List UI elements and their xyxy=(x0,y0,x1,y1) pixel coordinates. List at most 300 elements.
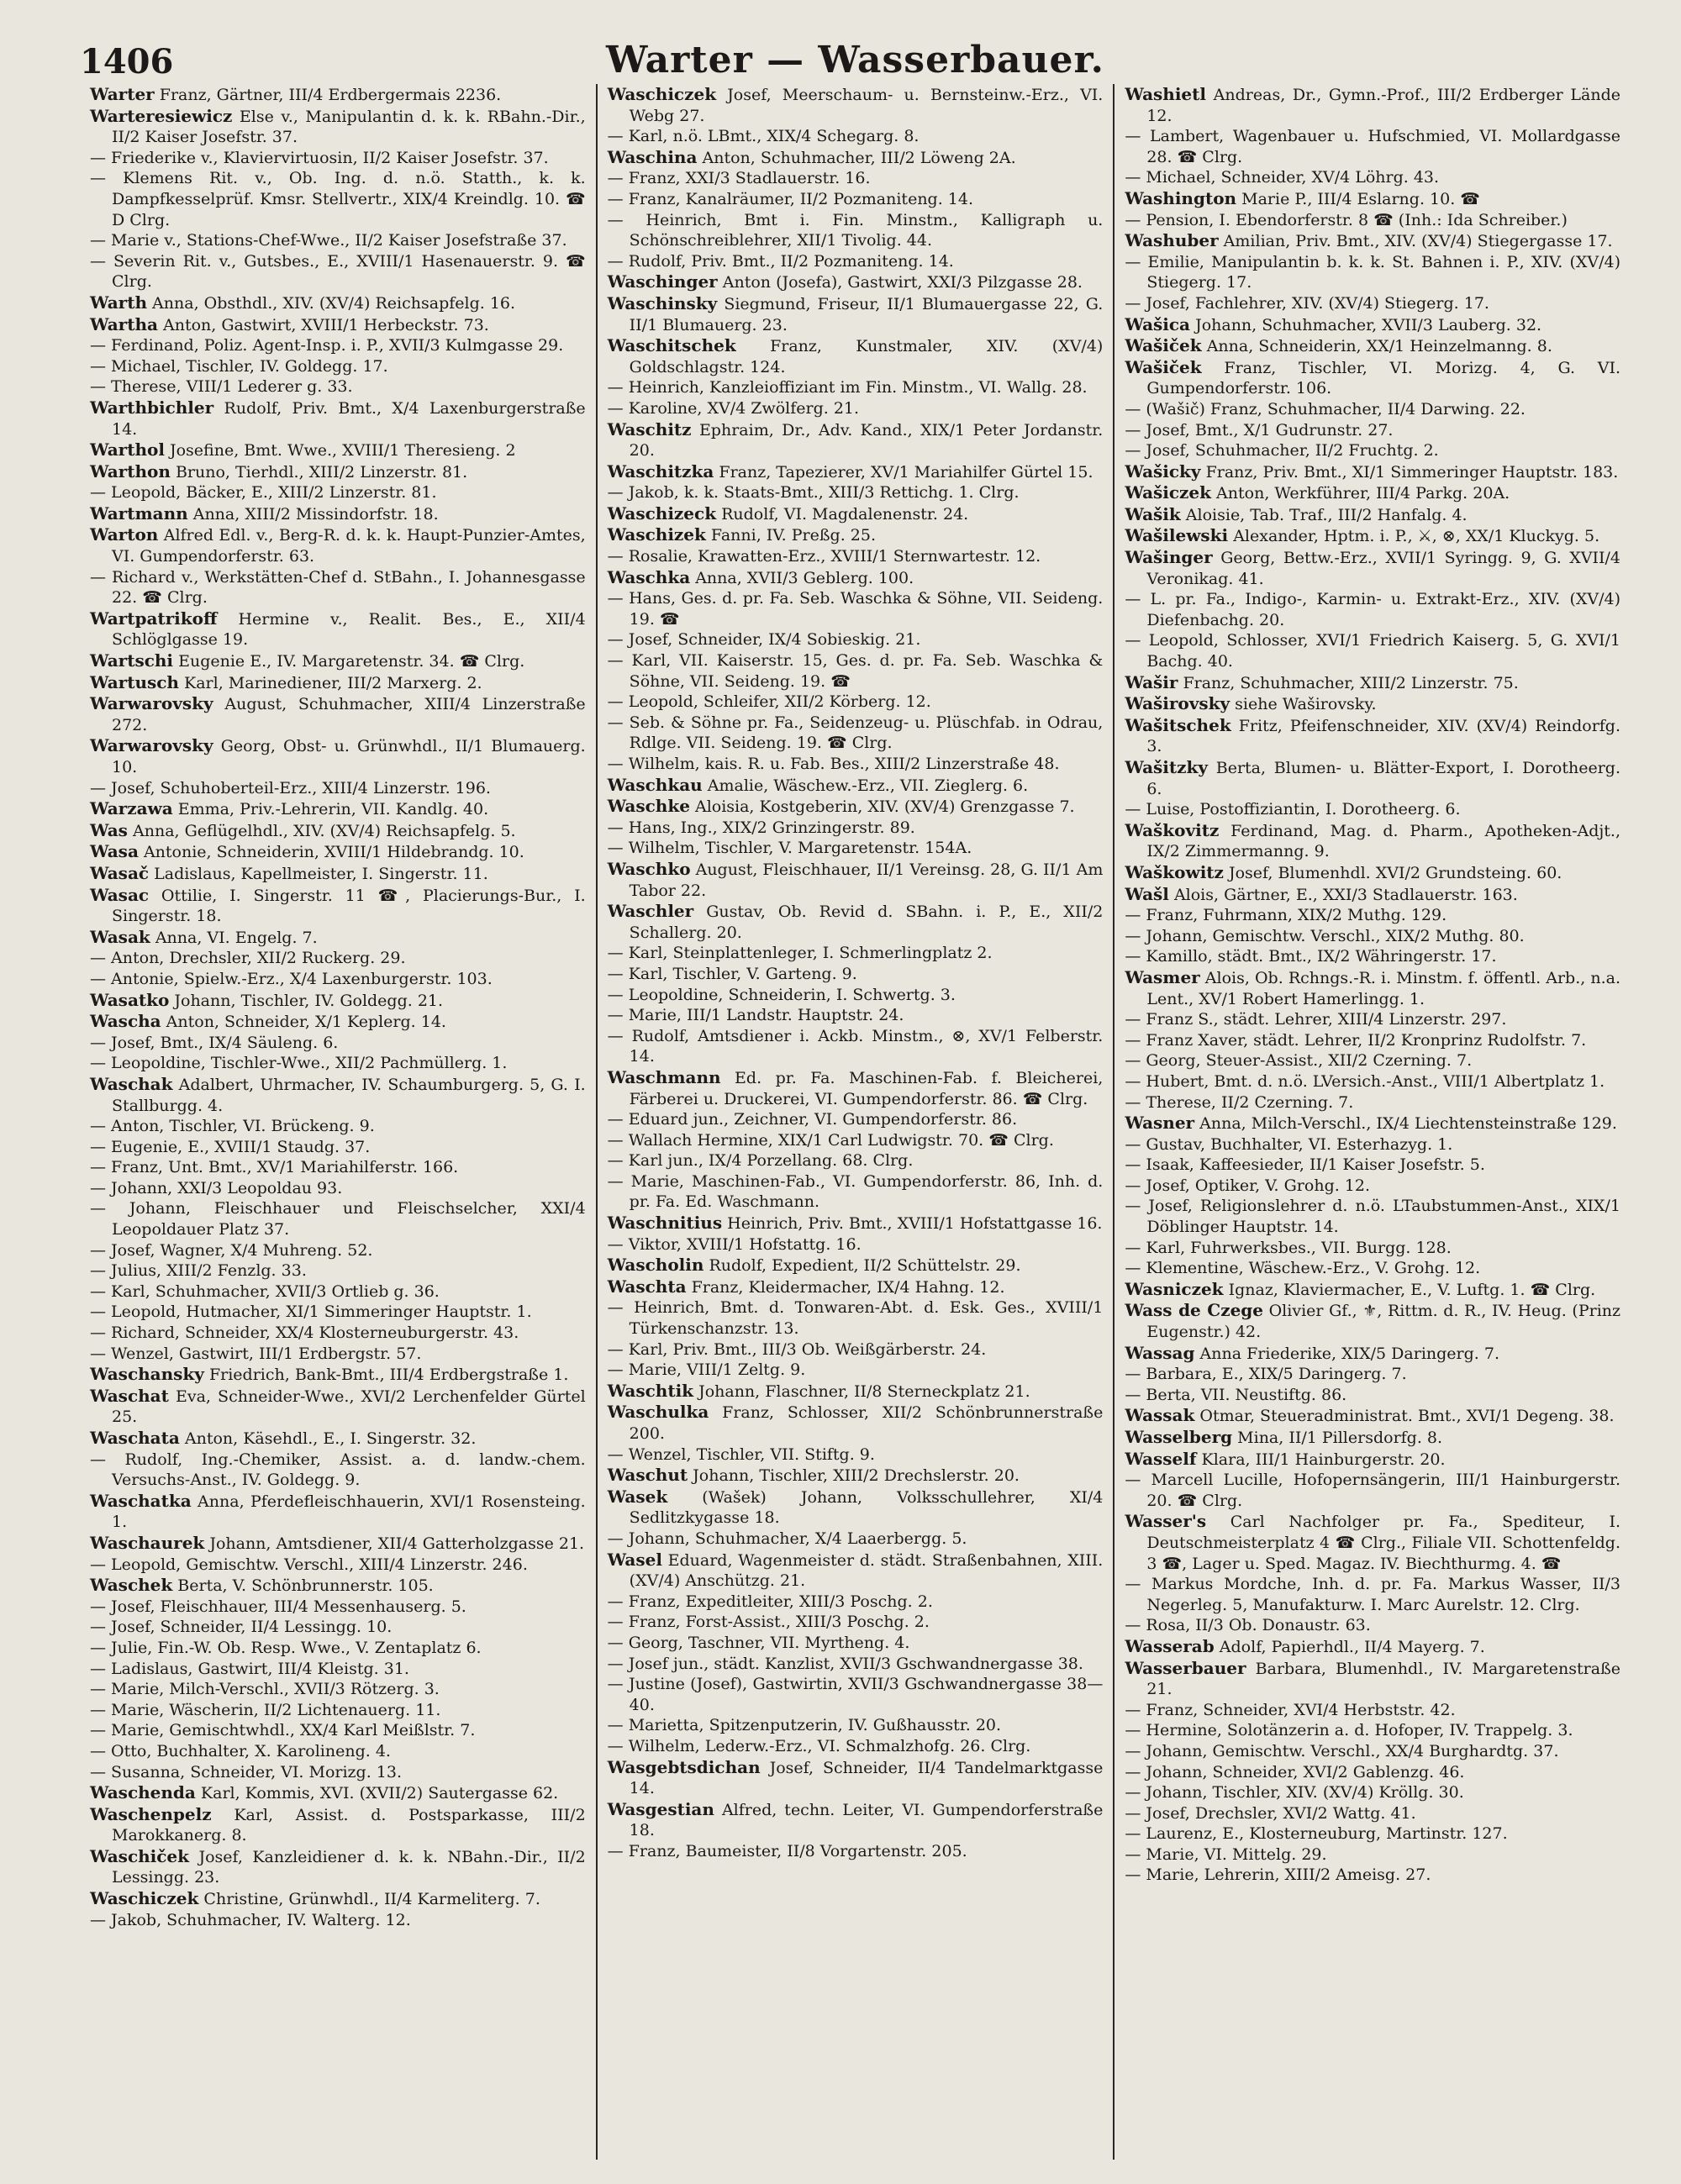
directory-entry xyxy=(608,1026,1104,1067)
entry-details: Anna, Schneiderin, XX/1 Heinzelmanng. 8. xyxy=(1206,337,1552,356)
directory-entry xyxy=(608,1633,1104,1654)
entry-details: — Ladislaus, Gastwirt, III/4 Kleistg. 31. xyxy=(90,1659,409,1678)
directory-entry xyxy=(90,1762,586,1783)
directory-entry xyxy=(90,820,586,842)
directory-entry xyxy=(1125,693,1620,715)
directory-entry xyxy=(90,885,586,927)
entry-details: Amilian, Priv. Bmt., XIV. (XV/4) Stiegergasse 17. xyxy=(1223,232,1613,251)
entry-surname: Waschtik xyxy=(607,1380,694,1401)
directory-entry xyxy=(1125,1700,1620,1721)
directory-entry xyxy=(608,1297,1104,1339)
entry-details: — Severin Rit. v., Gutsbes., E., XVIII/1 Hasenauerstr. 9. ☎ Clrg. xyxy=(90,251,586,292)
directory-entry xyxy=(1125,1470,1620,1511)
entry-details: — Franz, Schneider, XVI/4 Herbststr. 42. xyxy=(1125,1700,1456,1719)
directory-entry xyxy=(1125,589,1620,630)
directory-entry xyxy=(1125,672,1620,694)
directory-columns xyxy=(80,84,1631,2160)
directory-entry xyxy=(90,1323,586,1344)
entry-surname: Waschenpelz xyxy=(90,1803,212,1824)
directory-entry xyxy=(1125,1258,1620,1279)
directory-entry xyxy=(608,838,1104,859)
directory-entry xyxy=(608,189,1104,210)
entry-details: — Therese, VIII/1 Lederer g. 33. xyxy=(90,377,353,397)
directory-entry xyxy=(608,377,1104,398)
directory-entry xyxy=(1125,1134,1620,1155)
entry-surname: Waschka xyxy=(607,566,691,587)
directory-entry xyxy=(608,1255,1104,1276)
entry-details: — Leopold, Schlosser, XVI/1 Friedrich Kaiserg. 5, G. XVI/1 Bachg. 40. xyxy=(1125,631,1621,671)
entry-details: — Johann, XXI/3 Leopoldau 93. xyxy=(90,1178,343,1197)
entry-details: — Josef, Schuhmacher, II/2 Fruchtg. 2. xyxy=(1125,441,1439,460)
entry-surname: Warthon xyxy=(90,460,171,482)
entry-details: — Seb. & Söhne pr. Fa., Seidenzeug- u. Plüschfab. in Odrau, Rdlge. VII. Seideng. 19. ☎ Clrg. xyxy=(607,713,1104,753)
entry-details: — Rudolf, Amtsdiener i. Ackb. Minstm., ⊗, XV/1 Felberstr. 14. xyxy=(607,1026,1104,1066)
directory-entry xyxy=(90,397,586,439)
entry-surname: Washuber xyxy=(1125,230,1219,251)
entry-details: — Julie, Fin.-W. Ob. Resp. Wwe., V. Zentaplatz 6. xyxy=(90,1638,482,1657)
directory-entry xyxy=(1125,482,1620,504)
directory-entry xyxy=(1125,167,1620,188)
entry-details: Emma, Priv.-Lehrerin, VII. Kandlg. 40. xyxy=(177,800,489,819)
entry-details: Otmar, Steueradministrat. Bmt., XVI/1 Degeng. 38. xyxy=(1199,1407,1615,1426)
entry-surname: Waschatka xyxy=(90,1490,192,1511)
entry-details: Anna Friederike, XIX/5 Daringerg. 7. xyxy=(1199,1344,1500,1363)
entry-details: — Rosalie, Krawatten-Erz., XVIII/1 Sternwartestr. 12. xyxy=(607,547,1041,566)
entry-details: Mina, II/1 Pillersdorfg. 8. xyxy=(1237,1429,1443,1447)
entry-surname: Wašir xyxy=(1125,671,1178,692)
entry-details: — Johann, Gemischtw. Verschl., XIX/2 Muthg. 80. xyxy=(1125,926,1525,945)
entry-details: Karl, Kommis, XVI. (XVII/2) Sautergasse 62. xyxy=(200,1784,559,1803)
directory-entry xyxy=(608,524,1104,546)
entry-details: Friedrich, Bank-Bmt., III/4 Erdbergstraße 1. xyxy=(208,1366,569,1385)
entry-surname: Waschenda xyxy=(90,1782,196,1803)
directory-entry xyxy=(1125,1574,1620,1615)
directory-entry xyxy=(608,1799,1104,1841)
directory-entry xyxy=(1125,1009,1620,1030)
entry-details: Fritz, Pfeifenschneider, XIV. (XV/4) Reindorfg. 3. xyxy=(1146,716,1621,756)
directory-entry xyxy=(90,1428,586,1450)
directory-entry xyxy=(90,1575,586,1597)
directory-entry xyxy=(1125,905,1620,926)
entry-details: — Anton, Drechsler, XII/2 Ruckerg. 29. xyxy=(90,949,406,968)
directory-entry xyxy=(1125,946,1620,967)
entry-surname: Waschek xyxy=(90,1575,173,1596)
entry-details: — Josef, Bmt., IX/4 Säuleng. 6. xyxy=(90,1033,339,1052)
directory-entry xyxy=(90,1302,586,1323)
entry-details: — Hermine, Solotänzerin a. d. Hofoper, IV. Trappelg. 3. xyxy=(1125,1721,1573,1740)
entry-surname: Warwarovsky xyxy=(90,735,213,756)
directory-entry xyxy=(1125,1782,1620,1803)
directory-entry xyxy=(1125,1720,1620,1741)
directory-entry xyxy=(608,1150,1104,1171)
entry-details: Aloisie, Tab. Traf., III/2 Hanfalg. 4. xyxy=(1185,505,1468,524)
entry-details: Josef, Schneider, II/4 Tandelmarktgasse 14. xyxy=(629,1758,1104,1798)
directory-entry xyxy=(608,1213,1104,1234)
entry-surname: Wassak xyxy=(1125,1405,1195,1426)
entry-details: Ladislaus, Kapellmeister, I. Singerstr. 11. xyxy=(154,864,488,883)
entry-details: — Klementine, Wäschew.-Erz., V. Grohg. 12. xyxy=(1125,1259,1481,1278)
entry-details: — Franz, Fuhrmann, XIX/2 Muthg. 129. xyxy=(1125,906,1447,925)
entry-details: — Richard, Schneider, XX/4 Klosterneuburgerstr. 43. xyxy=(90,1324,519,1343)
entry-surname: Waschaurek xyxy=(90,1532,205,1553)
entry-details: — Julius, XIII/2 Fenzlg. 33. xyxy=(90,1261,307,1281)
entry-details: — Heinrich, Bmt i. Fin. Minstm., Kalligraph u. Schönschreiblehrer, XII/1 Tivolig. 44. xyxy=(607,210,1104,250)
entry-surname: Waschat xyxy=(90,1385,169,1406)
entry-details: Johann, Tischler, XIII/2 Drechslerstr. 20. xyxy=(693,1466,1020,1486)
directory-entry xyxy=(1125,1824,1620,1845)
directory-entry xyxy=(1125,820,1620,862)
directory-entry xyxy=(608,84,1104,126)
entry-details: Eduard, Wagenmeister d. städt. Straßenbahnen, XIII. (XV/4) Anschützg. 21. xyxy=(629,1550,1104,1591)
directory-entry xyxy=(608,1360,1104,1381)
entry-surname: Washietl xyxy=(1125,84,1206,104)
directory-entry xyxy=(608,588,1104,629)
directory-entry xyxy=(1125,1762,1620,1783)
entry-details: — Hans, Ges. d. pr. Fa. Seb. Waschka & Söhne, VII. Seideng. 19. ☎ xyxy=(607,589,1104,629)
directory-entry xyxy=(90,650,586,672)
entry-details: — Franz, Expeditleiter, XIII/3 Poschg. 2. xyxy=(607,1592,933,1611)
entry-surname: Warton xyxy=(90,524,159,545)
entry-details: — Rudolf, Ing.-Chemiker, Assist. a. d. landw.-chem. Versuchs-Anst., IV. Goldegg. 9. xyxy=(90,1450,586,1490)
directory-entry xyxy=(90,1053,586,1074)
directory-entry xyxy=(90,1240,586,1261)
entry-details: — Klemens Rit. v., Ob. Ing. d. n.ö. Statth., k. k. Dampfkesselprüf. Kmsr. Stellvertr., XIX/4 Kreindlg. 10. ☎ D Clrg. xyxy=(90,169,586,229)
entry-details: — Rosa, II/3 Ob. Donaustr. 63. xyxy=(1125,1616,1371,1635)
entry-surname: Waschut xyxy=(607,1465,688,1486)
entry-surname: Wasself xyxy=(1125,1448,1197,1469)
entry-surname: Waschulka xyxy=(607,1402,709,1423)
entry-details: — Johann, Gemischtw. Verschl., XX/4 Burghardtg. 37. xyxy=(1125,1741,1559,1760)
entry-surname: Wartha xyxy=(90,313,158,334)
entry-details: Franz, Schlosser, XII/2 Schönbrunnerstraße 200. xyxy=(629,1403,1104,1443)
directory-entry xyxy=(1125,357,1620,399)
entry-surname: Waschkau xyxy=(607,774,703,795)
entry-surname: Waschinsky xyxy=(607,292,718,313)
directory-entry xyxy=(608,859,1104,901)
entry-surname: Waškowitz xyxy=(1125,861,1224,882)
entry-details: — Josef, Optiker, V. Grohg. 12. xyxy=(1125,1176,1371,1195)
entry-surname: Wašl xyxy=(1125,883,1169,904)
directory-entry xyxy=(608,943,1104,964)
entry-details: Franz, Schuhmacher, XIII/2 Linzerstr. 75. xyxy=(1183,673,1519,692)
directory-entry xyxy=(1125,1741,1620,1762)
directory-entry xyxy=(1125,1176,1620,1197)
directory-entry xyxy=(1125,440,1620,461)
entry-details: Rudolf, Priv. Bmt., X/4 Laxenburgerstraße 14. xyxy=(112,398,586,439)
directory-entry xyxy=(90,439,586,461)
directory-entry xyxy=(1125,1636,1620,1658)
entry-details: — Viktor, XVIII/1 Hofstattg. 16. xyxy=(607,1234,862,1254)
entry-details: — Marie, Gemischtwhdl., XX/4 Karl Meißlstr. 7. xyxy=(90,1721,476,1740)
directory-entry xyxy=(1125,1405,1620,1427)
entry-details: — Karl, Steinplattenleger, I. Schmerlingplatz 2. xyxy=(607,944,993,963)
directory-entry xyxy=(1125,630,1620,671)
entry-details: — Karl, Tischler, V. Garteng. 9. xyxy=(607,964,857,983)
directory-entry xyxy=(608,1445,1104,1466)
directory-entry xyxy=(90,1011,586,1033)
entry-details: Marie P., III/4 Eslarng. 10. ☎ xyxy=(1241,189,1480,208)
entry-details: Anton, Schuhmacher, III/2 Löweng 2A. xyxy=(702,148,1016,167)
entry-details: Rudolf, Expedient, II/2 Schüttelstr. 29. xyxy=(709,1256,1021,1276)
entry-surname: Waškovitz xyxy=(1125,819,1220,840)
entry-details: Karl, Assist. d. Postsparkasse, III/2 Marokkanerg. 8. xyxy=(112,1805,586,1845)
page-title: Warter — Wasserbauer. xyxy=(606,39,1104,82)
directory-entry xyxy=(90,1617,586,1638)
entry-details: — Anton, Tischler, VI. Brückeng. 9. xyxy=(90,1117,375,1136)
entry-details: — Josef jun., städt. Kanzlist, XVII/3 Gschwandnergasse 38. xyxy=(607,1654,1083,1673)
entry-details: Aloisia, Kostgeberin, XIV. (XV/4) Grenzgasse 7. xyxy=(694,797,1075,817)
entry-details: — Marie, Maschinen-Fab., VI. Gumpendorferstr. 86, Inh. d. pr. Fa. Ed. Waschmann. xyxy=(607,1171,1104,1212)
directory-entry xyxy=(90,376,586,397)
directory-entry xyxy=(1125,757,1620,799)
entry-details: — Justine (Josef), Gastwirtin, XVII/3 Gschwandnergasse 38—40. xyxy=(607,1675,1104,1714)
entry-surname: Wasselberg xyxy=(1125,1427,1233,1447)
entry-details: — Franz S., städt. Lehrer, XIII/4 Linzerstr. 297. xyxy=(1125,1010,1507,1029)
entry-details: — Johann, Schuhmacher, X/4 Laaerbergg. 5. xyxy=(607,1529,967,1548)
directory-entry xyxy=(90,314,586,336)
directory-entry xyxy=(90,1137,586,1158)
entry-details: — Susanna, Schneider, VI. Morizg. 13. xyxy=(90,1762,403,1781)
entry-details: — Johann, Tischler, XIV. (XV/4) Kröllg. 30. xyxy=(1125,1783,1464,1802)
directory-entry xyxy=(1125,230,1620,252)
directory-entry xyxy=(608,567,1104,589)
directory-entry xyxy=(90,841,586,863)
entry-surname: Waschiczek xyxy=(607,84,717,104)
entry-details: — Karoline, XV/4 Zwölferg. 21. xyxy=(607,398,860,418)
column-middle xyxy=(596,84,1114,2160)
directory-entry xyxy=(1125,335,1620,357)
directory-entry xyxy=(90,1700,586,1721)
entry-details: — Michael, Schneider, XV/4 Löhrg. 43. xyxy=(1125,168,1440,187)
directory-entry xyxy=(608,546,1104,567)
directory-entry xyxy=(90,778,586,799)
directory-entry xyxy=(608,713,1104,754)
entry-details: Franz, Priv. Bmt., XI/1 Simmeringer Hauptstr. 183. xyxy=(1205,462,1619,482)
directory-entry xyxy=(608,419,1104,461)
entry-details: — Leopold, Bäcker, E., XIII/2 Linzerstr. 81. xyxy=(90,483,437,503)
directory-entry xyxy=(608,271,1104,293)
entry-surname: Waschke xyxy=(607,796,690,817)
entry-details: — Wallach Hermine, XIX/1 Carl Ludwigstr. 70. ☎ Clrg. xyxy=(607,1130,1054,1150)
entry-details: Alois, Ob. Rchngs.-R. i. Minstm. f. öffentl. Arb., n.a. Lent., XV/1 Robert Hamerlingg. 1. xyxy=(1146,968,1621,1008)
entry-details: Anton, Schneider, X/1 Keplerg. 14. xyxy=(166,1013,446,1032)
entry-details: Fanni, IV. Preßg. 25. xyxy=(710,526,877,545)
directory-entry xyxy=(608,1757,1104,1799)
directory-entry xyxy=(90,1741,586,1762)
entry-surname: Wasak xyxy=(90,926,150,947)
entry-surname: Waschitz xyxy=(607,418,692,439)
entry-details: — Josef, Drechsler, XVI/2 Wattg. 41. xyxy=(1125,1803,1416,1823)
directory-entry xyxy=(90,1116,586,1137)
directory-entry xyxy=(608,775,1104,797)
entry-details: — Antonie, Spielw.-Erz., X/4 Laxenburgerstr. 103. xyxy=(90,969,493,988)
directory-entry xyxy=(90,461,586,483)
entry-details: Antonie, Schneiderin, XVIII/1 Hildebrandg. 10. xyxy=(143,843,524,862)
entry-surname: Wasel xyxy=(607,1549,662,1570)
entry-details: Bruno, Tierhdl., XIII/2 Linzerstr. 81. xyxy=(175,462,468,482)
entry-surname: Wartpatrikoff xyxy=(90,608,218,629)
directory-entry xyxy=(1125,420,1620,441)
directory-entry xyxy=(90,798,586,820)
entry-details: — Karl, Schuhmacher, XVII/3 Ortlieb g. 36. xyxy=(90,1281,440,1301)
entry-details: — Leopoldine, Tischler-Wwe., XII/2 Pachmüllerg. 1. xyxy=(90,1054,508,1073)
entry-details: Georg, Bettw.-Erz., XVII/1 Syringg. 9, G. XVII/4 Veronikag. 41. xyxy=(1146,549,1621,588)
entry-details: — Wenzel, Tischler, VII. Stiftg. 9. xyxy=(607,1445,875,1464)
directory-entry xyxy=(90,1846,586,1888)
entry-details: Barbara, Blumenhdl., IV. Margaretenstraße 21. xyxy=(1146,1659,1621,1699)
directory-entry xyxy=(90,1450,586,1491)
entry-details: — Marie, Lehrerin, XIII/2 Ameisg. 27. xyxy=(1125,1866,1431,1885)
entry-details: — Michael, Tischler, IV. Goldegg. 17. xyxy=(90,356,388,376)
entry-surname: Waschitzka xyxy=(607,460,714,482)
entry-surname: Wašiček xyxy=(1125,356,1202,377)
entry-surname: Waschler xyxy=(607,901,694,922)
entry-details: — Marie v., Stations-Chef-Wwe., II/2 Kaiser Josefstraße 37. xyxy=(90,231,567,250)
directory-entry xyxy=(608,1130,1104,1151)
entry-surname: Waschinger xyxy=(607,271,718,292)
directory-entry xyxy=(90,1033,586,1054)
directory-entry xyxy=(608,754,1104,775)
directory-entry xyxy=(90,1178,586,1199)
directory-entry xyxy=(608,901,1104,943)
directory-entry xyxy=(608,1402,1104,1444)
entry-details: Eugenie E., IV. Margaretenstr. 34. ☎ Clrg. xyxy=(178,652,525,671)
directory-entry xyxy=(1125,1300,1620,1342)
entry-surname: Wasgebtsdichan xyxy=(607,1756,761,1777)
entry-surname: Wasatko xyxy=(90,989,170,1010)
entry-details: Karl, Marinediener, III/2 Marxerg. 2. xyxy=(184,673,482,692)
entry-surname: Wasniczek xyxy=(1125,1278,1224,1299)
directory-entry xyxy=(608,796,1104,818)
directory-entry xyxy=(1125,252,1620,293)
entry-details: — Georg, Taschner, VII. Myrtheng. 4. xyxy=(607,1633,910,1652)
directory-entry xyxy=(1125,84,1620,126)
entry-details: Anna, VI. Engelg. 7. xyxy=(155,928,318,947)
directory-entry xyxy=(90,168,586,230)
entry-details: Ignaz, Klaviermacher, E., V. Luftg. 1. ☎ Clrg. xyxy=(1228,1280,1596,1299)
entry-surname: Wašiček xyxy=(1125,335,1202,356)
entry-details: Eva, Schneider-Wwe., XVI/2 Lerchenfelder Gürtel 25. xyxy=(112,1387,586,1427)
directory-entry xyxy=(90,148,586,169)
entry-details: Anna, XVII/3 Geblerg. 100. xyxy=(695,568,914,587)
directory-entry xyxy=(90,1679,586,1700)
directory-entry xyxy=(1125,188,1620,210)
entry-surname: Washington xyxy=(1125,187,1237,208)
page-header xyxy=(80,35,1631,86)
directory-entry xyxy=(608,629,1104,650)
directory-entry xyxy=(1125,926,1620,947)
directory-entry xyxy=(608,293,1104,335)
entry-details: — Hubert, Bmt. d. n.ö. LVersich.-Anst., VIII/1 Albertplatz 1. xyxy=(1125,1071,1605,1091)
entry-details: — Johann, Schneider, XVI/2 Gablenzg. 46. xyxy=(1125,1762,1465,1781)
directory-entry xyxy=(608,210,1104,251)
directory-entry xyxy=(90,1782,586,1804)
directory-entry xyxy=(1125,293,1620,314)
directory-entry xyxy=(90,969,586,990)
entry-details: — Marie, VIII/1 Zeltg. 9. xyxy=(607,1360,806,1380)
directory-entry xyxy=(608,964,1104,985)
directory-entry xyxy=(608,147,1104,169)
directory-entry xyxy=(90,948,586,969)
directory-entry xyxy=(608,650,1104,692)
entry-details: Anna, Pferdefleischhauerin, XVI/1 Rosensteing. 1. xyxy=(112,1492,586,1532)
entry-details: — Kamillo, städt. Bmt., IX/2 Währingerstr. 17. xyxy=(1125,947,1497,966)
entry-details: — Josef, Schneider, II/4 Lessingg. 10. xyxy=(90,1618,393,1637)
entry-details: Rudolf, VI. Magdalenenstr. 24. xyxy=(721,504,969,524)
entry-details: — L. pr. Fa., Indigo-, Karmin- u. Extrakt-Erz., XIV. (XV/4) Diefenbachg. 20. xyxy=(1125,590,1621,629)
entry-details: Anna, Obsthdl., XIV. (XV/4) Reichsapfelg. 16. xyxy=(152,293,516,313)
directory-entry xyxy=(90,356,586,377)
directory-entry xyxy=(90,990,586,1012)
entry-details: — Marie, Wäscherin, II/2 Lichtenauerg. 11. xyxy=(90,1700,441,1719)
entry-details: — Friederike v., Klaviervirtuosin, II/2 Kaiser Josefstr. 37. xyxy=(90,148,549,167)
entry-surname: Warthbichler xyxy=(90,397,214,418)
entry-details: — Markus Mordche, Inh. d. pr. Fa. Markus Wasser, II/3 Negerleg. 5, Manufakturw. I. Marc Aurelstr. 12. Clrg. xyxy=(1125,1575,1621,1614)
entry-details: — Hans, Ing., XIX/2 Grinzingerstr. 89. xyxy=(607,818,915,837)
entry-details: Anna, XIII/2 Missindorfstr. 18. xyxy=(192,504,439,524)
entry-surname: Wasserab xyxy=(1125,1635,1215,1656)
entry-details: Andreas, Dr., Gymn.-Prof., III/2 Erdberger Lände 12. xyxy=(1146,86,1621,125)
directory-entry xyxy=(90,1910,586,1931)
directory-entry xyxy=(1125,1865,1620,1886)
entry-details: Anna, Milch-Verschl., IX/4 Liechtensteinstraße 129. xyxy=(1199,1114,1617,1134)
directory-entry xyxy=(90,1491,586,1533)
entry-surname: Waschansky xyxy=(90,1364,204,1385)
entry-details: Franz, Tischler, VI. Morizg. 4, G. VI. Gumpendorferstr. 106. xyxy=(1146,358,1621,398)
entry-details: siehe Waširovsky. xyxy=(1235,695,1377,714)
directory-entry xyxy=(1125,884,1620,906)
entry-surname: Waschina xyxy=(607,146,698,167)
entry-surname: Warzawa xyxy=(90,798,173,819)
entry-details: — Karl, VII. Kaiserstr. 15, Ges. d. pr. Fa. Seb. Waschka & Söhne, VII. Seideng. 19. ☎ xyxy=(607,651,1104,691)
directory-entry xyxy=(608,1234,1104,1255)
entry-details: Johann, Flaschner, II/8 Sterneckplatz 21. xyxy=(698,1381,1030,1401)
entry-surname: Wašiczek xyxy=(1125,482,1211,503)
entry-details: Franz, Tapezierer, XV/1 Mariahilfer Gürtel 15. xyxy=(719,462,1093,482)
entry-surname: Waširovsky xyxy=(1125,693,1230,714)
entry-details: — Franz, Baumeister, II/8 Vorgartenstr. 205. xyxy=(607,1841,967,1860)
entry-details: Ed. pr. Fa. Maschinen-Fab. f. Bleicherei, Färberei u. Druckerei, VI. Gumpendorferstr. 86. ☎ Clrg. xyxy=(629,1068,1104,1108)
directory-entry xyxy=(90,1386,586,1428)
entry-details: — Wilhelm, kais. R. u. Fab. Bes., XIII/2 Linzerstraße 48. xyxy=(607,755,1060,773)
entry-details: — Karl, Priv. Bmt., III/3 Ob. Weißgärberstr. 24. xyxy=(607,1339,987,1359)
directory-entry xyxy=(608,1841,1104,1862)
directory-entry xyxy=(90,251,586,292)
directory-entry xyxy=(90,292,586,314)
directory-entry xyxy=(608,1005,1104,1026)
directory-entry xyxy=(90,335,586,356)
entry-details: Johann, Schuhmacher, XVII/3 Lauberg. 32. xyxy=(1195,315,1542,334)
directory-entry xyxy=(608,398,1104,419)
entry-details: — Eduard jun., Zeichner, VI. Gumpendorferstr. 86. xyxy=(607,1110,1018,1129)
entry-details: Amalie, Wäschew.-Erz., VII. Zieglerg. 6. xyxy=(707,776,1029,795)
directory-entry xyxy=(608,1381,1104,1402)
entry-details: Josef, Blumenhdl. XVI/2 Grundsteing. 60. xyxy=(1228,863,1562,882)
entry-details: — Franz, Forst-Assist., XIII/3 Poschg. 2. xyxy=(607,1613,930,1632)
directory-entry xyxy=(608,1715,1104,1736)
entry-surname: Wasek xyxy=(607,1486,668,1507)
entry-surname: Waschizek xyxy=(607,524,706,545)
directory-entry xyxy=(608,1109,1104,1130)
entry-surname: Wašitzky xyxy=(1125,757,1208,777)
entry-details: Anna, Geflügelhdl., XIV. (XV/4) Reichsapfelg. 5. xyxy=(133,821,516,840)
entry-details: — Karl jun., IX/4 Porzellang. 68. Clrg. xyxy=(607,1151,914,1171)
entry-details: — Ferdinand, Poliz. Agent-Insp. i. P., XVII/3 Kulmgasse 29. xyxy=(90,336,564,355)
directory-entry xyxy=(1125,799,1620,820)
directory-entry xyxy=(1125,1196,1620,1237)
entry-details: Siegmund, Friseur, II/1 Blumauergasse 22, G. II/1 Blumauerg. 23. xyxy=(629,294,1104,334)
directory-entry xyxy=(1125,1343,1620,1365)
